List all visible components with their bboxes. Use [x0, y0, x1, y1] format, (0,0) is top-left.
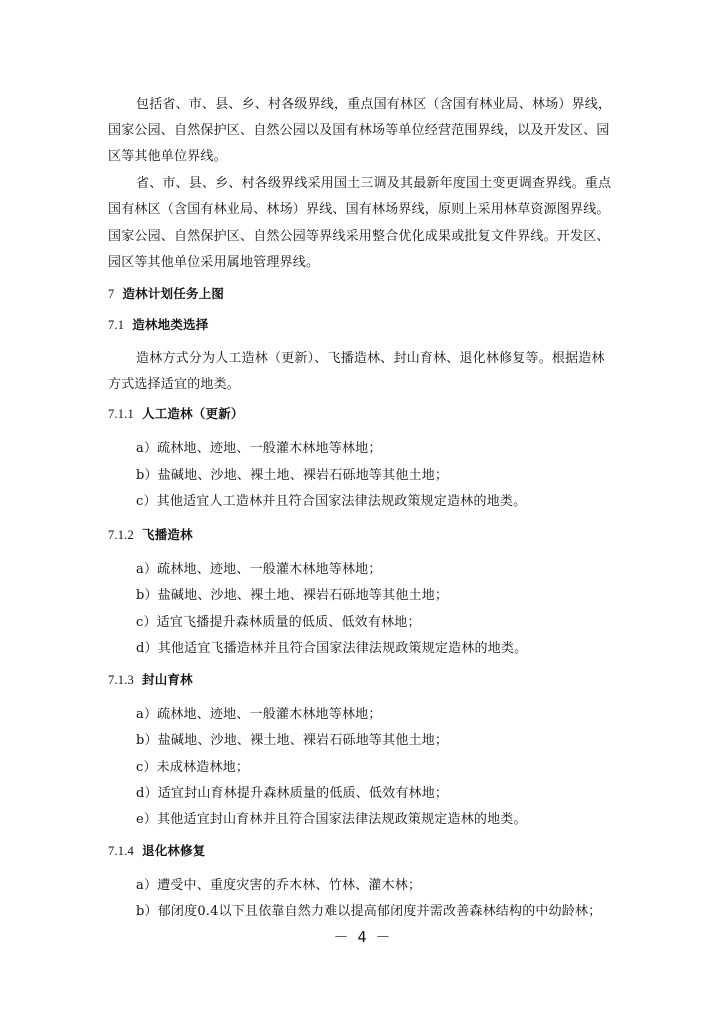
section-number: 7 [108, 287, 115, 301]
list-item: b）郁闭度0.4以下且依靠自然力难以提高郁闭度并需改善森林结构的中幼龄林； [136, 904, 602, 919]
paragraph-line: 方式选择适宜的地类。 [108, 377, 241, 392]
section-heading [108, 285, 620, 303]
list-item: c）其他适宜人工造林并且符合国家法律法规政策规定造林的地类。 [136, 494, 527, 509]
section-title: 飞播造林 [142, 527, 193, 542]
section-title: 封山育林 [142, 672, 193, 687]
section-number: 7.1.2 [108, 528, 134, 542]
paragraph-line: 国家公园、自然保护区、自然公园以及国有林场等单位经营范围界线，以及开发区、园 [108, 123, 610, 138]
list-item: b）盐碱地、沙地、裸土地、裸岩石砾地等其他土地； [136, 468, 449, 483]
section-title: 造林地类选择 [132, 317, 209, 332]
page-number: － 4 － [333, 928, 391, 946]
paragraph-line: 国有林区（含国有林业局、林场）界线、国有林场界线，原则上采用林草资源图界线。 [108, 202, 610, 217]
list-item: c）未成林造林地； [136, 760, 250, 775]
list-item: a）疏林地、迹地、一般灌木林地等林地； [136, 441, 382, 456]
list-item: b）盐碱地、沙地、裸土地、裸岩石砾地等其他土地； [136, 588, 449, 603]
section-number: 7.1 [108, 318, 125, 332]
section-heading [108, 671, 620, 689]
section-title: 退化林修复 [142, 843, 206, 858]
paragraph-line: 区等其他单位界线。 [108, 149, 227, 164]
section-heading [108, 842, 620, 860]
paragraph-line: 包括省、市、县、乡、村各级界线，重点国有林区（含国有林业局、林场）界线， [136, 97, 612, 112]
section-heading [108, 405, 620, 423]
paragraph-line: 省、市、县、乡、村各级界线采用国土三调及其最新年度国土变更调查界线。重点 [136, 176, 612, 191]
list-item: d）适宜封山育林提升森林质量的低质、低效有林地； [136, 786, 449, 801]
section-heading [108, 526, 620, 544]
section-title: 人工造林（更新） [142, 406, 244, 421]
list-item: b）盐碱地、沙地、裸土地、裸岩石砾地等其他土地； [136, 733, 449, 748]
section-number: 7.1.3 [108, 673, 134, 687]
section-heading [108, 316, 620, 334]
list-item: d）其他适宜飞播造林并且符合国家法律法规政策规定造林的地类。 [136, 641, 528, 656]
list-item: a）遭受中、重度灾害的乔木林、竹林、灌木林； [136, 878, 422, 893]
list-item: c）适宜飞播提升森林质量的低质、低效有林地； [136, 615, 421, 630]
list-item: e）其他适宜封山育林并且符合国家法律法规政策规定造林的地类。 [136, 812, 527, 827]
section-number: 7.1.1 [108, 407, 134, 421]
paragraph-line: 国家公园、自然保护区、自然公园等界线采用整合优化成果或批复文件界线。开发区、 [108, 229, 610, 244]
section-number: 7.1.4 [108, 844, 134, 858]
section-title: 造林计划任务上图 [122, 286, 225, 301]
list-item: a）疏林地、迹地、一般灌木林地等林地； [136, 562, 382, 577]
list-item: a）疏林地、迹地、一般灌木林地等林地； [136, 707, 382, 722]
paragraph-line: 园区等其他单位采用属地管理界线。 [108, 255, 320, 270]
paragraph-line: 造林方式分为人工造林（更新）、飞播造林、封山育林、退化林修复等。根据造林 [136, 351, 605, 366]
